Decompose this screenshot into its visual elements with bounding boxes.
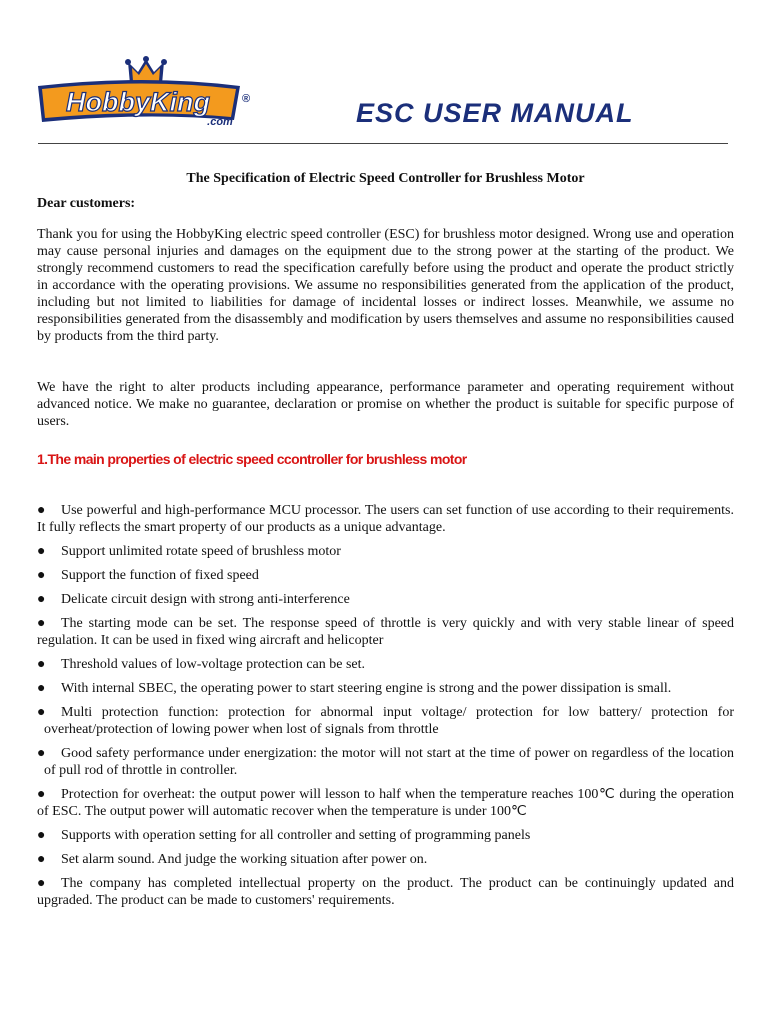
bullet-icon: ● (37, 657, 46, 672)
list-item (37, 656, 734, 673)
bullet-icon: ● (37, 828, 46, 843)
registered-mark: ® (241, 93, 251, 105)
spec-title: The Specification of Electric Speed Controller for Brushless Motor (186, 171, 585, 186)
list-item (37, 851, 734, 868)
rights-paragraph: We have the right to alter products including appearance, performance parameter and operating requirement without advanced notice. We make no guarantee, declaration or promise on whether the product is suitable for specific purpose of users. (37, 380, 734, 429)
feature-text: Threshold values of low-voltage protection can be set. (61, 657, 366, 672)
document-body (37, 170, 734, 916)
greeting: Dear customers: (37, 196, 136, 211)
list-item (37, 543, 734, 560)
list-item (37, 827, 734, 844)
list-item (37, 786, 734, 820)
bullet-icon: ● (37, 503, 46, 518)
feature-text: With internal SBEC, the operating power to start steering engine is strong and the power dissipation is small. (61, 681, 672, 696)
list-item (37, 745, 734, 779)
feature-text: Delicate circuit design with strong anti-interference (61, 592, 350, 607)
bullet-icon: ● (37, 592, 46, 607)
bullet-icon: ● (37, 876, 46, 891)
page-header (0, 0, 768, 145)
list-item (37, 567, 734, 584)
feature-text: Support unlimited rotate speed of brushless motor (61, 544, 341, 559)
bullet-icon: ● (37, 544, 46, 559)
feature-text: Supports with operation setting for all controller and setting of programming panels (61, 828, 531, 843)
list-item (37, 875, 734, 909)
list-item (37, 680, 734, 697)
bullet-icon: ● (37, 852, 46, 867)
list-item (37, 591, 734, 608)
feature-text: Multi protection function: protection for abnormal input voltage/ protection for low battery/ protection for overheat/protection of lowing power when lost of signals from throttle (44, 705, 734, 737)
intro-paragraph: Thank you for using the HobbyKing electric speed controller (ESC) for brushless motor designed. Wrong use and operation may cause personal injuries and damages on the equipment due to the strong power at the starting of the product. We strongly recommend customers to read the specification carefully before using the product and operate the product strictly in accordance with the operating provisions. We assume no responsibilities generated from the application of the product, including but not limited to liabilities for damage of incidental losses or indirect losses. Meanwhile, we assume no responsibilities generated from the disassembly and modification by users themselves and assume no responsibilities caused by products from the third party. (37, 227, 734, 344)
header-divider (38, 143, 728, 144)
bullet-icon: ● (37, 746, 46, 761)
list-item (37, 615, 734, 649)
bullet-icon: ● (37, 705, 46, 720)
section-heading: 1.The main properties of electric speed ccontroller for brushless motor (37, 451, 467, 467)
feature-text: The starting mode can be set. The response speed of throttle is very quickly and with very stable linear of speed regulation. It can be used in fixed wing aircraft and helicopter (37, 616, 734, 648)
manual-title: ESC USER MANUAL (356, 98, 634, 128)
feature-text: Good safety performance under energization: the motor will not start at the time of power on regardless of the location of pull rod of throttle in controller. (44, 746, 734, 778)
crown-icon (125, 56, 167, 84)
feature-text: Use powerful and high-performance MCU processor. The users can set function of use according to their requirements. It fully reflects the smart property of our products as a unique advantage. (37, 503, 734, 535)
bullet-icon: ● (37, 787, 46, 802)
logo-text: HobbyKing (66, 87, 210, 117)
feature-list (37, 502, 734, 909)
feature-text: Protection for overheat: the output power will lesson to half when the temperature reaches 100℃ during the operation of ESC. The output power will automatic recover when the temperature is under 100℃ (37, 787, 734, 819)
list-item (37, 704, 734, 738)
hobbyking-logo (34, 56, 256, 126)
logo-domain: .com (207, 116, 233, 126)
bullet-icon: ● (37, 568, 46, 583)
feature-text: Set alarm sound. And judge the working situation after power on. (61, 852, 428, 867)
bullet-icon: ● (37, 681, 46, 696)
bullet-icon: ● (37, 616, 46, 631)
feature-text: The company has completed intellectual property on the product. The product can be continuingly updated and upgraded. The product can be made to customers' requirements. (37, 876, 734, 908)
feature-text: Support the function of fixed speed (61, 568, 259, 583)
list-item (37, 502, 734, 536)
